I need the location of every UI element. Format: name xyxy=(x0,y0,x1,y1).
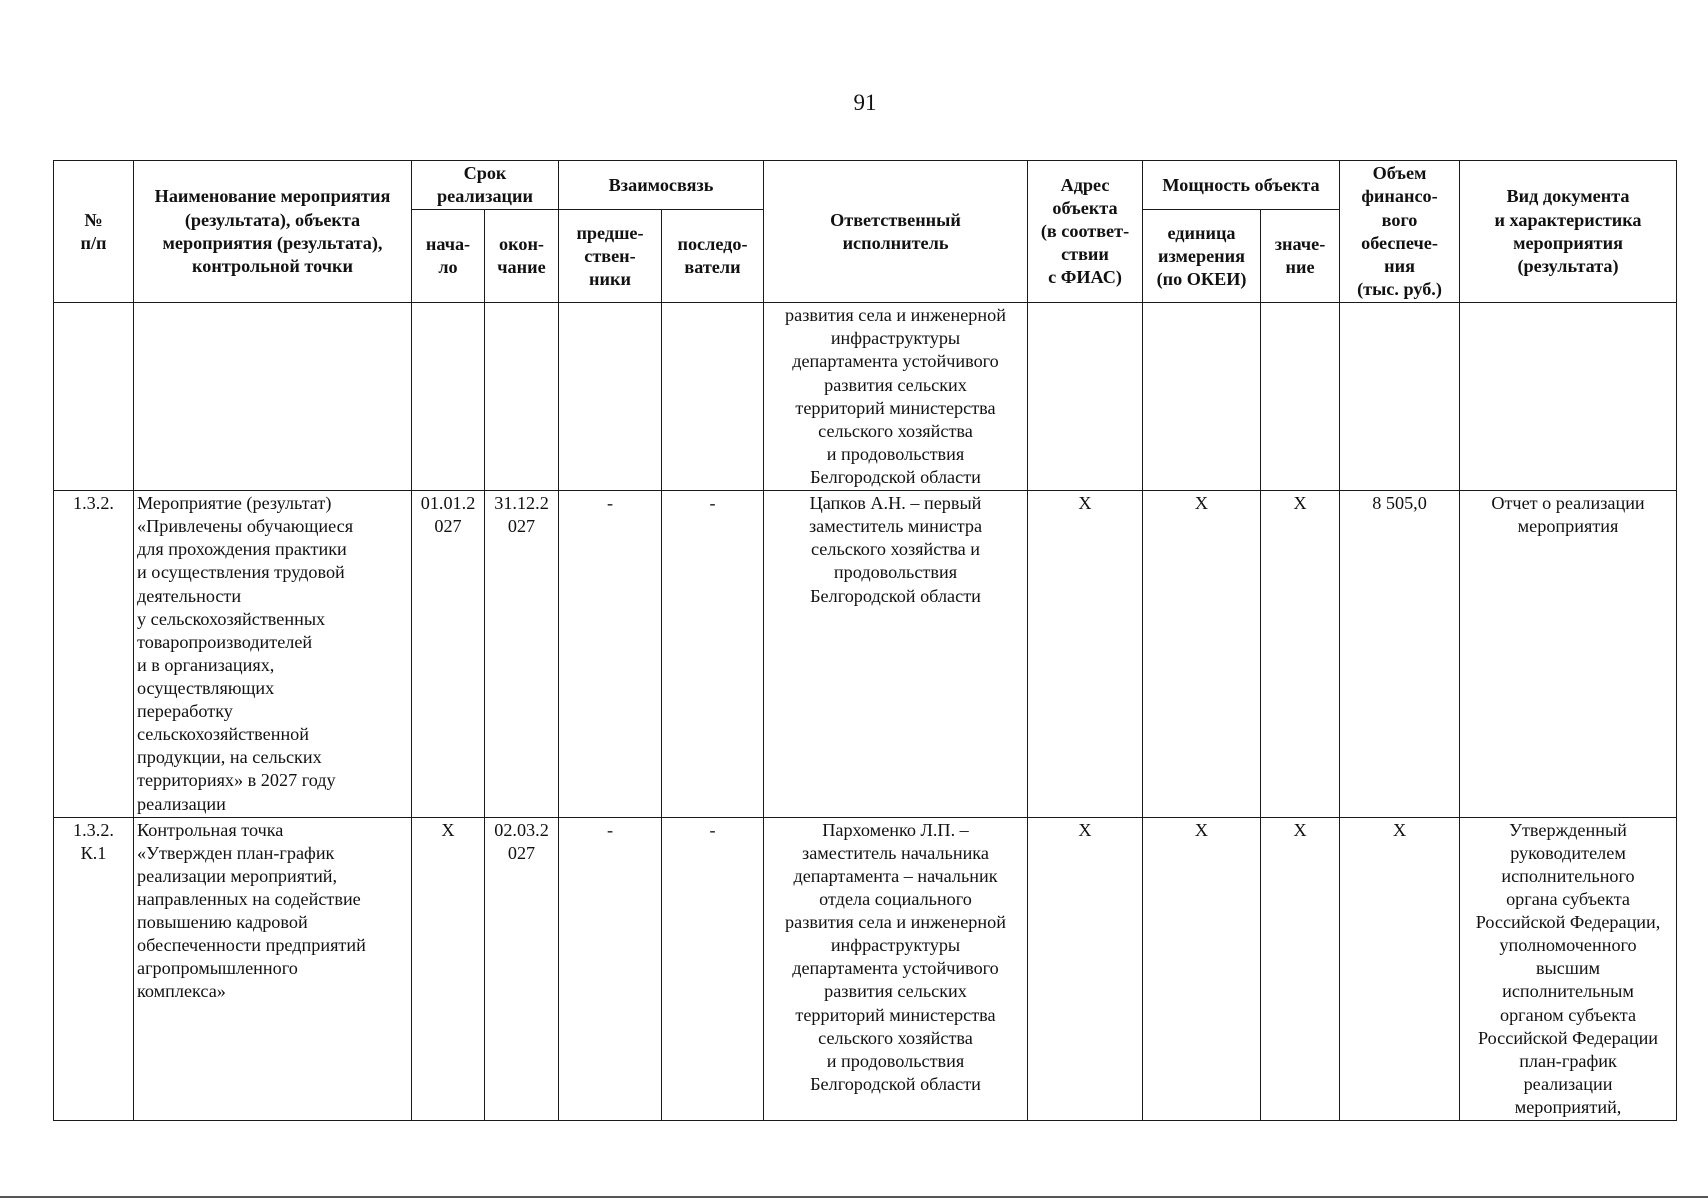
cell-finance xyxy=(1340,303,1460,491)
cell-successors: - xyxy=(662,491,764,818)
header-unit: единица измерения (по ОКЕИ) xyxy=(1143,210,1261,303)
cell-doc-type: Утвержденный руководителем исполнительного органа субъекта Российской Федерации, уполномоченного высшим исполнительным органом субъекта Российской Федерации план-график реализации мероприятий, xyxy=(1460,817,1677,1120)
scan-bottom-edge xyxy=(0,1196,1708,1198)
cell-successors xyxy=(662,303,764,491)
header-num: № п/п xyxy=(54,161,134,303)
cell-end: 31.12.2 027 xyxy=(485,491,559,818)
header-successors: последо- ватели xyxy=(662,210,764,303)
cell-start: Х xyxy=(412,817,485,1120)
header-finance: Объем финансо- вого обеспече- ния (тыс. руб.) xyxy=(1340,161,1460,303)
cell-num xyxy=(54,303,134,491)
table-row xyxy=(54,303,1677,491)
cell-address xyxy=(1028,303,1143,491)
page-number: 91 xyxy=(853,90,877,115)
cell-address: Х xyxy=(1028,817,1143,1120)
cell-start: 01.01.2 027 xyxy=(412,491,485,818)
cell-doc-type: Отчет о реализации мероприятия xyxy=(1460,491,1677,818)
header-relation: Взаимосвязь xyxy=(559,161,764,210)
cell-unit: Х xyxy=(1143,817,1261,1120)
cell-end xyxy=(485,303,559,491)
cell-name: Мероприятие (результат) «Привлечены обучающиеся для прохождения практики и осуществления трудовой деятельности у сельскохозяйственных товаропроизводителей и в организациях, осуществляющих переработку сельскохозяйственной продукции, на сельских территориях» в 2027 году реализации xyxy=(134,491,412,818)
table-row xyxy=(54,817,1677,1120)
cell-value: Х xyxy=(1261,817,1340,1120)
header-capacity: Мощность объекта xyxy=(1143,161,1340,210)
cell-value xyxy=(1261,303,1340,491)
header-name: Наименование мероприятия (результата), объекта мероприятия (результата), контрольной точки xyxy=(134,161,412,303)
header-address: Адрес объекта (в соответ- ствии с ФИАС) xyxy=(1028,161,1143,303)
cell-responsible: развития села и инженерной инфраструктуры департамента устойчивого развития сельских территорий министерства сельского хозяйства и продовольствия Белгородской области xyxy=(764,303,1028,491)
cell-start xyxy=(412,303,485,491)
cell-end: 02.03.2 027 xyxy=(485,817,559,1120)
cell-predecessors: - xyxy=(559,817,662,1120)
cell-predecessors xyxy=(559,303,662,491)
header-end: окон- чание xyxy=(485,210,559,303)
header-value: значе- ние xyxy=(1261,210,1340,303)
header-responsible: Ответственный исполнитель xyxy=(764,161,1028,303)
cell-predecessors: - xyxy=(559,491,662,818)
activities-table xyxy=(53,160,1677,1121)
cell-value: Х xyxy=(1261,491,1340,818)
cell-unit xyxy=(1143,303,1261,491)
cell-num: 1.3.2. К.1 xyxy=(54,817,134,1120)
cell-doc-type xyxy=(1460,303,1677,491)
table-row xyxy=(54,491,1677,818)
header-period: Срок реализации xyxy=(412,161,559,210)
cell-name: Контрольная точка «Утвержден план-график реализации мероприятий, направленных на содействие повышению кадровой обеспеченности предприятий агропромышленного комплекса» xyxy=(134,817,412,1120)
cell-responsible: Цапков А.Н. – первый заместитель министра сельского хозяйства и продовольствия Белгородской области xyxy=(764,491,1028,818)
cell-finance: Х xyxy=(1340,817,1460,1120)
cell-successors: - xyxy=(662,817,764,1120)
header-predecessors: предше- ствен- ники xyxy=(559,210,662,303)
cell-num: 1.3.2. xyxy=(54,491,134,818)
cell-finance: 8 505,0 xyxy=(1340,491,1460,818)
header-doc-type: Вид документа и характеристика мероприятия (результата) xyxy=(1460,161,1677,303)
cell-name xyxy=(134,303,412,491)
header-start: нача- ло xyxy=(412,210,485,303)
cell-responsible: Пархоменко Л.П. – заместитель начальника департамента – начальник отдела социального развития села и инженерной инфраструктуры департамента устойчивого развития сельских территорий министерства сельского хозяйства и продовольствия Белгородской области xyxy=(764,817,1028,1120)
cell-unit: Х xyxy=(1143,491,1261,818)
cell-address: Х xyxy=(1028,491,1143,818)
